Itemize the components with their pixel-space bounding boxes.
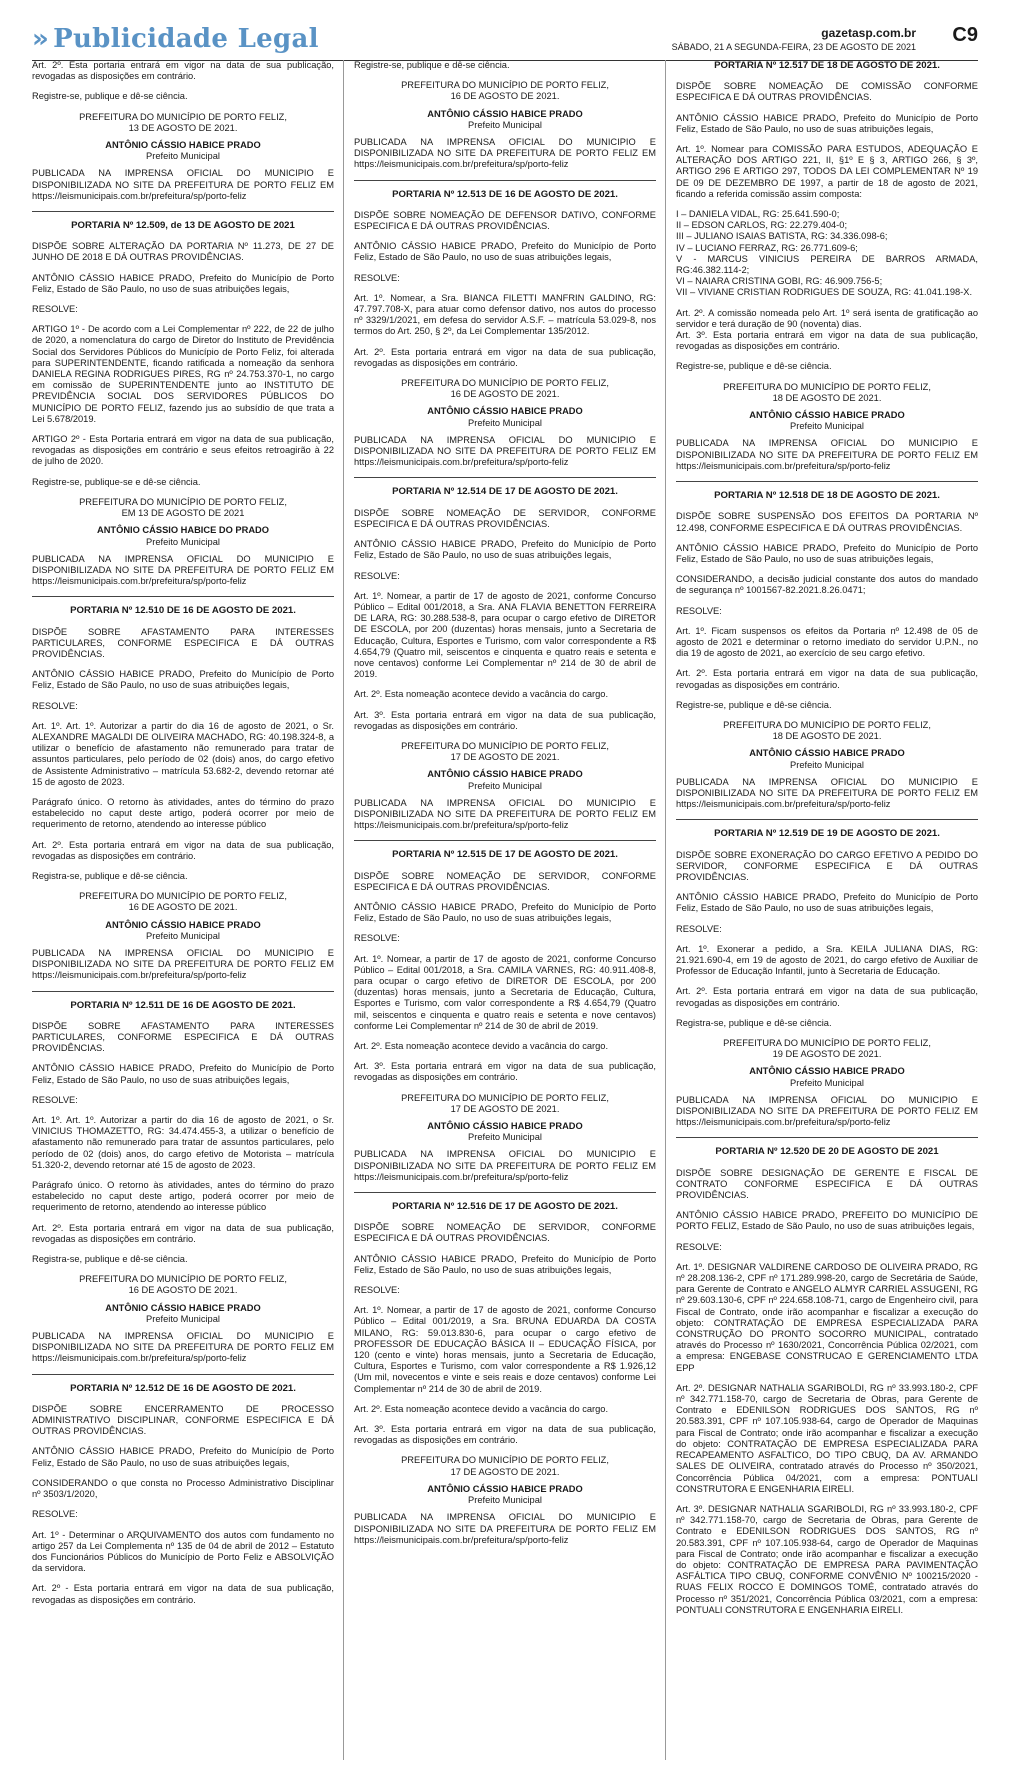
signatory-name: ANTÔNIO CÁSSIO HABICE PRADO xyxy=(105,919,261,930)
portaria-title: PORTARIA Nº 12.509, de 13 DE AGOSTO DE 2021 xyxy=(71,220,295,232)
register-line: Registra-se, publique e dê-se ciência. xyxy=(32,870,188,881)
publication-note: PUBLICADA NA IMPRENSA OFICIAL DO MUNICIPIO E DISPONIBILIZADA NO SITE DA PREFEITURA DE PORTO FELIZ EM https://leismunicipais.com.br/prefeitura/sp/porto-feliz xyxy=(676,1094,978,1128)
article-text: Art. 1º. Nomear, a partir de 17 de agosto de 2021, conforme Concurso Público – Edital 001/2018, a Sra. CAMILA VARNES, RG: 40.911.408-8, para ocupar o cargo efetivo de DIRETOR DE ESCOLA, por 200 (duzentas) horas mensais, junto a Secretaria de Educação, Cultura, Esportes e Turismo, com valor correspondente a R$ 4.654,79 (Quatro mil, seiscentos e cinquenta e quatro reais e setenta e nove centavos) conforme Lei Complementar nº 214 de 30 de abril de 2019. xyxy=(354,953,656,1031)
signatory-role: Prefeito Municipal xyxy=(790,1077,864,1088)
list-item: I – DANIELA VIDAL, RG: 25.641.590-0; xyxy=(676,209,840,220)
signatory-name: ANTÔNIO CÁSSIO HABICE PRADO xyxy=(427,769,583,780)
section-title xyxy=(32,24,319,54)
portaria-intro: ANTÔNIO CÁSSIO HABICE PRADO, Prefeito do Município de Porto Feliz, Estado de São Paulo, no uso de suas atribuições legais, xyxy=(676,892,978,914)
column-divider xyxy=(665,60,666,1760)
article-text: Art. 1º. Exonerar a pedido, a Sra. KEILA JULIANA DIAS, RG: 21.921.690-4, em 19 de agosto de 2021, do cargo efetivo de Auxiliar de Professor de Educação Infantil, junto à Secretaria de Educação. xyxy=(676,943,978,977)
section-rule xyxy=(676,819,978,820)
signatory-name: ANTÔNIO CÁSSIO HABICE PRADO xyxy=(427,1483,583,1494)
resolve-label: RESOLVE: xyxy=(676,1241,722,1252)
portaria-title: PORTARIA Nº 12.517 DE 18 DE AGOSTO DE 2021. xyxy=(714,60,940,71)
portaria-title: PORTARIA Nº 12.520 DE 20 DE AGOSTO DE 2021 xyxy=(715,1146,939,1158)
signatory-role: Prefeito Municipal xyxy=(468,417,542,428)
page-header xyxy=(32,24,978,61)
section-rule xyxy=(32,596,334,597)
portaria-title: PORTARIA Nº 12.519 DE 19 DE AGOSTO DE 2021. xyxy=(714,828,940,840)
list-item: II – EDSON CARLOS, RG: 22.279.404-0; xyxy=(676,220,848,231)
portaria-intro: ANTÔNIO CÁSSIO HABICE PRADO, Prefeito do Município de Porto Feliz, Estado de São Paulo, no uso de suas atribuições legais, xyxy=(354,241,656,263)
article-text: Art. 3º. Esta portaria entrará em vigor na data de sua publicação, revogadas as disposições em contrário. xyxy=(354,709,656,731)
list-item: III – JULIANO ISAIAS BATISTA, RG: 34.336.098-6; xyxy=(676,231,888,242)
portaria-intro: ANTÔNIO CÁSSIO HABICE PRADO, Prefeito do Município de Porto Feliz, Estado de São Paulo, no uso de suas atribuições legais, xyxy=(32,1063,334,1085)
publication-note: PUBLICADA NA IMPRENSA OFICIAL DO MUNICIPIO E DISPONIBILIZADA NO SITE DA PREFEITURA DE PORTO FELIZ EM https://leismunicipais.com.br/prefeitura/sp/porto-feliz xyxy=(32,947,334,981)
prefeitura-line: PREFEITURA DO MUNICÍPIO DE PORTO FELIZ, 17 DE AGOSTO DE 2021. xyxy=(401,1455,609,1477)
portaria-title: PORTARIA Nº 12.516 DE 17 DE AGOSTO DE 2021. xyxy=(392,1201,618,1213)
section-name: Publicidade Legal xyxy=(53,24,319,54)
portaria-intro: ANTÔNIO CÁSSIO HABICE PRADO, Prefeito do Município de Porto Feliz, Estado de São Paulo, no uso de suas atribuições legais, xyxy=(354,1253,656,1275)
portaria-summary: DISPÕE SOBRE NOMEAÇÃO DE SERVIDOR, CONFORME ESPECIFICA E DÁ OUTRAS PROVIDÊNCIAS. xyxy=(354,507,656,529)
column-divider xyxy=(343,60,344,1760)
article-text: Art. 2º. Esta nomeação acontece devido a vacância do cargo. xyxy=(354,1403,609,1414)
publication-note: PUBLICADA NA IMPRENSA OFICIAL DO MUNICIPIO E DISPONIBILIZADA NO SITE DA PREFEITURA DE PORTO FELIZ EM https://leismunicipais.com.br/prefeitura/sp/porto-feliz xyxy=(32,1331,334,1364)
register-line: Registre-se, publique e dê-se ciência. xyxy=(676,361,832,372)
column-1 xyxy=(32,60,334,1615)
signatory-name: ANTÔNIO CÁSSIO HABICE PRADO xyxy=(105,140,261,151)
portaria-title: PORTARIA Nº 12.510 DE 16 DE AGOSTO DE 2021. xyxy=(70,605,296,617)
resolve-label: RESOLVE: xyxy=(32,1094,78,1105)
article-text: Art. 2º. DESIGNAR NATHALIA SGARIBOLDI, RG nº 33.993.180-2, CPF nº 342.771.158-70, cargo de Secretaria de Obras, para Gerente de Contrato e EDENILSON RODRIGUES DOS SANTOS, RG nº 20.583.391, CPF nº 107.105.938-64, cargo de Operador de Maquinas para Fiscal de Contrato; onde irão acompanhar e fiscalizar a execução do objeto: CONTRATAÇÃO DE EMPRESA ESPECIALIZADA PARA RECAPEAMENTO ASFALTICO, DO TIPO CBUQ, DA AV. ARMANDO SALES DE OLIVEIRA, contratado através do Processo nº 350/2021, Concorrência Pública 04/2021, com a empresa: PONTUALI CONSTRUTORA E ENGENHARIA EIRELI. xyxy=(676,1382,978,1494)
portaria-intro: ANTÔNIO CÁSSIO HABICE PRADO, Prefeito do Município de Porto Feliz, Estado de São Paulo, no uso de suas atribuições legais, xyxy=(354,901,656,924)
article-text: Art. 1º. Nomear, a partir de 17 de agosto de 2021, conforme Concurso Público – Edital 001/2018, a Sra. ANA FLAVIA BENETTON FERREIRA DE LARA, RG: 30.288.538-8, para ocupar o cargo efetivo de DIRETOR DE ESCOLA, por 200 (duzentas) horas mensais, junto a Secretaria de Educação, Cultura, Esportes e Turismo, com valor correspondente a R$ 4.654,79 (Quatro mil, seiscentos e cinquenta e quatro reais e setenta e nove centavos) conforme Lei Complementar nº 214 de 30 de abril de 2019. xyxy=(354,590,656,680)
publication-note: PUBLICADA NA IMPRENSA OFICIAL DO MUNICIPIO E DISPONIBILIZADA NO SITE DA PREFEITURA DE PORTO FELIZ EM https://leismunicipais.com.br/prefeitura/sp/porto-feliz xyxy=(676,776,978,810)
resolve-label: RESOLVE: xyxy=(32,1509,78,1520)
page-number: C9 xyxy=(952,24,978,46)
article-text: Art. 2º. Esta portaria entrará em vigor na data de sua publicação, revogadas as disposições em contrário. xyxy=(676,668,978,690)
article-text: Art. 3º. DESIGNAR NATHALIA SGARIBOLDI, RG nº 33.993.180-2, CPF nº 342.771.158-70, cargo de Secretaria de Obras, para Gerente de Contrato e EDENILSON RODRIGUES DOS SANTOS, RG nº 20.583.391, CPF nº 107.105.938-64, cargo de Operador de Maquinas para Fiscal de Contrato; onde irão acompanhar e fiscalizar a execução do objeto: CONTRATAÇÃO DE EMPRESA PARA PAVIMENTAÇÃO ASFÁLTICA TIPO CBUQ, CONFORME CONVÊNIO Nº 100215/2020 - RUAS FELIX ROCCO E DOMINGOS TOMÉ, contratado através do Processo nº 351/2021, Concorrência Pública 03/2021, com a empresa: PONTUALI CONSTRUTORA E ENGENHARIA EIRELI. xyxy=(676,1503,978,1615)
section-rule xyxy=(676,481,978,482)
list-item: IV – LUCIANO FERRAZ, RG: 26.771.609-6; xyxy=(676,242,858,253)
article-text: Art. 1º. Nomear, a partir de 17 de agosto de 2021, conforme Concurso Público – Edital 001/2019, a Sra. BRUNA EDUARDA DA COSTA MILANO, RG: 59.013.830-6, para ocupar o cargo efetivo de PROFESSOR DE EDUCAÇÃO BÁSICA II – EDUCAÇÃO FÍSICA, por 120 (cento e vinte) horas mensais, junto a Secretaria de Educação, Cultura, Esportes e Turismo, com valor correspondente a R$ 1.926,12 (Um mil, novecentos e vinte e seis reais e doze centavos) conforme Lei Complementar nº 214 de 30 de abril de 2019. xyxy=(354,1305,656,1394)
article-text: ARTIGO 1º - De acordo com a Lei Complementar nº 222, de 22 de julho de 2020, a nomenclatura do cargo de Diretor do Instituto de Previdência Social dos Servidores Públicos do Município de Porto Feliz, foi alterada para SUPERINTENDENTE, ficando ratificada a nomeação da senhora DANIELA REGINA RODRIGUES PIRES, RG nº 24.753.370-1, no cargo em comissão de SUPERINTENDENTE junto ao INSTITUTO DE PREVIDÊNCIA SOCIAL DOS SERVIDORES PÚBLICOS DO MUNICÍPIO DE PORTO FELIZ, fazendo jus ao subsídio de que trata a Lei 5.678/2019. xyxy=(32,324,334,424)
portaria-summary: DISPÕE SOBRE ENCERRAMENTO DE PROCESSO ADMINISTRATIVO DISCIPLINAR, CONFORME ESPECIFICA E DÁ OUTRAS PROVIDÊNCIAS. xyxy=(32,1403,334,1437)
signatory-name: ANTÔNIO CÁSSIO HABICE PRADO xyxy=(427,1121,583,1132)
column-3 xyxy=(676,60,978,1625)
resolve-label: RESOLVE: xyxy=(32,304,78,315)
resolve-label: RESOLVE: xyxy=(354,1285,400,1296)
resolve-label: RESOLVE: xyxy=(354,933,400,944)
portaria-title: PORTARIA Nº 12.518 DE 18 DE AGOSTO DE 2021. xyxy=(714,490,940,502)
section-rule xyxy=(354,477,656,478)
portaria-summary: DISPÕE SOBRE NOMEAÇÃO DE SERVIDOR, CONFORME ESPECIFICA E DÁ OUTRAS PROVIDÊNCIAS. xyxy=(354,870,656,892)
portaria-intro: ANTÔNIO CÁSSIO HABICE PRADO, Prefeito do Município de Porto Feliz, Estado de São Paulo, no uso de suas atribuições legais, xyxy=(32,669,334,691)
signatory-role: Prefeito Municipal xyxy=(468,119,542,130)
column-2 xyxy=(354,60,656,1555)
register-line: Registra-se, publique e dê-se ciência. xyxy=(32,1254,188,1265)
signatory-name: ANTÔNIO CÁSSIO HABICE DO PRADO xyxy=(96,525,269,536)
section-rule xyxy=(354,180,656,181)
register-line: Registra-se, publique e dê-se ciência. xyxy=(676,1017,832,1028)
article-text: Art. 3º. Esta portaria entrará em vigor na data de sua publicação, revogadas as disposições em contrário. xyxy=(354,1424,656,1446)
portaria-title: PORTARIA Nº 12.515 DE 17 DE AGOSTO DE 2021. xyxy=(392,849,618,861)
portaria-summary: DISPÕE SOBRE NOMEAÇÃO DE SERVIDOR, CONFORME ESPECIFICA E DÁ OUTRAS PROVIDÊNCIAS. xyxy=(354,1222,656,1244)
section-rule xyxy=(676,1137,978,1138)
prefeitura-line: PREFEITURA DO MUNICÍPIO DE PORTO FELIZ, 13 DE AGOSTO DE 2021. xyxy=(79,111,287,133)
portaria-summary: DISPÕE SOBRE ALTERAÇÃO DA PORTARIA Nº 11.273, DE 27 DE JUNHO DE 2018 E DÁ OUTRAS PROVIDÊNCIAS. xyxy=(32,241,334,263)
considerando-text: CONSIDERANDO, a decisão judicial constante dos autos do mandado de segurança nº 1001567-82.2021.8.26.0471; xyxy=(676,574,978,596)
signatory-role: Prefeito Municipal xyxy=(146,1313,220,1324)
signatory-name: ANTÔNIO CÁSSIO HABICE PRADO xyxy=(105,1302,261,1313)
prefeitura-line: PREFEITURA DO MUNICÍPIO DE PORTO FELIZ, 17 DE AGOSTO DE 2021. xyxy=(401,1092,609,1114)
prefeitura-line: PREFEITURA DO MUNICÍPIO DE PORTO FELIZ, 17 DE AGOSTO DE 2021. xyxy=(401,740,609,763)
article-text: Art. 3º. Esta portaria entrará em vigor na data de sua publicação, revogadas as disposições em contrário. xyxy=(354,1061,656,1083)
prefeitura-line: PREFEITURA DO MUNICÍPIO DE PORTO FELIZ, 16 DE AGOSTO DE 2021. xyxy=(401,80,609,102)
section-rule xyxy=(354,840,656,841)
publication-note: PUBLICADA NA IMPRENSA OFICIAL DO MUNICIPIO E DISPONIBILIZADA NO SITE DA PREFEITURA DE PORTO FELIZ EM https://leismunicipais.com.br/prefeitura/sp/porto-feliz xyxy=(676,438,978,471)
signatory-role: Prefeito Municipal xyxy=(790,759,864,770)
publication-note: PUBLICADA NA IMPRENSA OFICIAL DO MUNICIPIO E DISPONIBILIZADA NO SITE DA PREFEITURA DE PORTO FELIZ EM https://leismunicipais.com.br/prefeitura/sp/porto-feliz xyxy=(354,1512,656,1545)
portaria-summary: DISPÕE SOBRE NOMEAÇÃO DE COMISSÃO CONFORME ESPECIFICA E DÁ OUTRAS PROVIDÊNCIAS. xyxy=(676,81,978,103)
prefeitura-line: PREFEITURA DO MUNICÍPIO DE PORTO FELIZ, EM 13 DE AGOSTO DE 2021 xyxy=(79,496,287,519)
portaria-summary: DISPÕE SOBRE AFASTAMENTO PARA INTERESSES PARTICULARES, CONFORME ESPECIFICA E DÁ OUTRAS PROVIDÊNCIAS. xyxy=(32,626,334,659)
portaria-intro: ANTÔNIO CÁSSIO HABICE PRADO, PREFEITO DO MUNICÍPIO DE PORTO FELIZ, Estado de São Paulo, no uso de suas atribuições legais, xyxy=(676,1210,978,1232)
signatory-name: ANTÔNIO CÁSSIO HABICE PRADO xyxy=(427,108,583,119)
portaria-title: PORTARIA Nº 12.514 DE 17 DE AGOSTO DE 2021. xyxy=(392,486,618,498)
article-text: Art. 2º. Esta portaria entrará em vigor na data de sua publicação, revogadas as disposições em contrário. xyxy=(32,60,334,82)
site-url: gazetasp.com.br xyxy=(821,26,916,40)
article-text: ARTIGO 2º - Esta Portaria entrará em vigor na data de sua publicação, revogadas as disposições em contrário e seus efeitos retroagirão à 22 de julho de 2020. xyxy=(32,434,334,467)
portaria-summary: DISPÕE SOBRE DESIGNAÇÃO DE GERENTE E FISCAL DE CONTRATO CONFORME ESPECIFICA E DÁ OUTRAS PROVIDÊNCIAS. xyxy=(676,1167,978,1201)
signatory-role: Prefeito Municipal xyxy=(790,421,864,432)
prefeitura-line: PREFEITURA DO MUNICÍPIO DE PORTO FELIZ, 16 DE AGOSTO DE 2021. xyxy=(401,378,609,400)
article-text: Art. 1º. DESIGNAR VALDIRENE CARDOSO DE OLIVEIRA PRADO, RG nº 28.208.136-2, CPF nº 171.289.998-20, cargo de Secretária de Saúde, para Gerente de Contrato e ANGELO ALMYR CARRIEL ASSUGENI, RG nº 29.603.130-6, CPF nº 224.658.108-71, cargo de Engenheiro civil, para Fiscal de Contrato, onde irão acompanhar e fiscalizar a execução do objeto: CONTRATAÇÃO DE EMPRESA ESPECIALIZADA PARA CONSTRUÇÃO DO PRONTO SOCORRO MUNICIPAL, contratado através do Processo nº 1630/2021, Concorrência Pública 02/2021, com a empresa: ENGEBASE CONSTRUCAO E GERENCIAMENTO LTDA EPP xyxy=(676,1261,978,1373)
commission-members xyxy=(676,209,978,299)
article-text: Art. 2º. Esta portaria entrará em vigor na data de sua publicação, revogadas as disposições em contrário. xyxy=(32,1222,334,1244)
publication-note: PUBLICADA NA IMPRENSA OFICIAL DO MUNICIPIO E DISPONIBILIZADA NO SITE DA PREFEITURA DE PORTO FELIZ EM https://leismunicipais.com.br/prefeitura/sp/porto-feliz xyxy=(354,137,656,170)
signatory-name: ANTÔNIO CÁSSIO HABICE PRADO xyxy=(749,748,905,759)
article-text: Art. 2º. Esta nomeação acontece devido a vacância do cargo. xyxy=(354,689,609,700)
resolve-label: RESOLVE: xyxy=(354,570,400,581)
article-text: Parágrafo único. O retorno às atividades, antes do término do prazo estabelecido no caput deste artigo, poderá ocorrer por meio de requerimento de retorno, atendendo ao interesse público xyxy=(32,796,334,830)
prefeitura-line: PREFEITURA DO MUNICÍPIO DE PORTO FELIZ, 16 DE AGOSTO DE 2021. xyxy=(79,1274,287,1296)
portaria-title: PORTARIA Nº 12.513 DE 16 DE AGOSTO DE 2021. xyxy=(392,188,618,200)
signatory-role: Prefeito Municipal xyxy=(468,1132,542,1143)
article-text: Art. 1º. Nomear, a Sra. BIANCA FILETTI MANFRIN GALDINO, RG: 47.797.708-X, para atuar como defensor dativo, nos autos do processo nº 3329/1/2021, em defesa do servidor A.S.F. – matrícula 53.029-8, nos termos do Art. 250, § 2º, da Lei Complementar 135/2012. xyxy=(354,292,656,337)
register-line: Registre-se, publique e dê-se ciência. xyxy=(354,60,510,70)
section-rule xyxy=(32,1374,334,1375)
signatory-name: ANTÔNIO CÁSSIO HABICE PRADO xyxy=(749,1066,905,1077)
publication-note: PUBLICADA NA IMPRENSA OFICIAL DO MUNICIPIO E DISPONIBILIZADA NO SITE DA PREFEITURA DE PORTO FELIZ EM https://leismunicipais.com.br/prefeitura/sp/porto-feliz xyxy=(32,553,334,587)
portaria-intro: ANTÔNIO CÁSSIO HABICE PRADO, Prefeito do Município de Porto Feliz, Estado de São Paulo, no uso de suas atribuições legais, xyxy=(32,1446,334,1468)
article-text: Art. 3º. Esta portaria entrará em vigor na data de sua publicação, revogadas as disposições em contrário. xyxy=(676,330,978,352)
article-text: Art. 1º. Nomear para COMISSÃO PARA ESTUDOS, ADEQUAÇÃO E ALTERAÇÃO DOS ARTIGO 221, II, §1º E § 3, ARTIGO 266, § 3º, ARTIGO 296 E ARTIGO 297, TODOS DA LEI COMPLEMENTAR Nº 19 DE 09 DE DEZEMBRO DE 1997, a partir de 18 de agosto de 2021, ficando a referida comissão assim composta: xyxy=(676,144,978,199)
resolve-label: RESOLVE: xyxy=(32,700,78,711)
signatory-name: ANTÔNIO CÁSSIO HABICE PRADO xyxy=(427,406,583,417)
signatory-role: Prefeito Municipal xyxy=(146,930,220,941)
article-text: Art. 1º. Art. 1º. Autorizar a partir do dia 16 de agosto de 2021, o Sr. ALEXANDRE MAGALDI DE OLIVEIRA MACHADO, RG: 40.198.324-8, a utilizar o benefício de afastamento não remunerado para tratar de assuntos particulares, pelo período de 02 (dois) anos, do cargo efetivo de Assistente Administrativo – matrícula 53.682-2, devendo retornar até 15 de agosto de 2023. xyxy=(32,720,334,787)
portaria-summary: DISPÕE SOBRE EXONERAÇÃO DO CARGO EFETIVO A PEDIDO DO SERVIDOR, CONFORME ESPECIFICA E DÁ OUTRAS PROVIDÊNCIAS. xyxy=(676,849,978,882)
article-text: Art. 2º - Esta portaria entrará em vigor na data de sua publicação, revogadas as disposições em contrário. xyxy=(32,1583,334,1605)
portaria-intro: ANTÔNIO CÁSSIO HABICE PRADO, Prefeito do Município de Porto Feliz, Estado de São Paulo, no uso de suas atribuições legais, xyxy=(676,112,978,134)
resolve-label: RESOLVE: xyxy=(354,272,400,283)
article-text: Art. 1º - Determinar o ARQUIVAMENTO dos autos com fundamento no artigo 257 da Lei Complementa nº 135 de 04 de abril de 2012 – Estatuto dos Funcionários Públicos do Município de Porto Feliz e ABSOLVIÇÃO da servidora. xyxy=(32,1529,334,1574)
resolve-label: RESOLVE: xyxy=(676,923,722,934)
article-text: Art. 2º. Esta nomeação acontece devido a vacância do cargo. xyxy=(354,1041,609,1051)
prefeitura-line: PREFEITURA DO MUNICÍPIO DE PORTO FELIZ, 19 DE AGOSTO DE 2021. xyxy=(723,1038,931,1060)
publication-note: PUBLICADA NA IMPRENSA OFICIAL DO MUNICIPIO E DISPONIBILIZADA NO SITE DA PREFEITURA DE PORTO FELIZ EM https://leismunicipais.com.br/prefeitura/sp/porto-feliz xyxy=(32,168,334,201)
portaria-intro: ANTÔNIO CÁSSIO HABICE PRADO, Prefeito do Município de Porto Feliz, Estado de São Paulo, no uso de suas atribuições legais, xyxy=(676,542,978,564)
section-rule xyxy=(354,1192,656,1193)
signatory-name: ANTÔNIO CÁSSIO HABICE PRADO xyxy=(749,410,905,421)
section-rule xyxy=(32,211,334,212)
double-chevron-icon: » xyxy=(32,24,50,54)
list-item: VII – VIVIANE CRISTIAN RODRIGUES DE SOUZA, RG: 41.041.198-X. xyxy=(676,287,973,298)
portaria-summary: DISPÕE SOBRE NOMEAÇÃO DE DEFENSOR DATIVO, CONFORME ESPECIFICA E DÁ OUTRAS PROVIDÊNCIAS. xyxy=(354,209,656,232)
prefeitura-line: PREFEITURA DO MUNICÍPIO DE PORTO FELIZ, 18 DE AGOSTO DE 2021. xyxy=(723,381,931,403)
prefeitura-line: PREFEITURA DO MUNICÍPIO DE PORTO FELIZ, 18 DE AGOSTO DE 2021. xyxy=(723,719,931,742)
portaria-summary: DISPÕE SOBRE SUSPENSÃO DOS EFEITOS DA PORTARIA Nº 12.498, CONFORME ESPECIFICA E DÁ OUTRAS PROVIDÊNCIAS. xyxy=(676,511,978,533)
publication-note: PUBLICADA NA IMPRENSA OFICIAL DO MUNICIPIO E DISPONIBILIZADA NO SITE DA PREFEITURA DE PORTO FELIZ EM https://leismunicipais.com.br/prefeitura/sp/porto-feliz xyxy=(354,797,656,831)
resolve-label: RESOLVE: xyxy=(676,605,722,616)
portaria-title: PORTARIA Nº 12.511 DE 16 DE AGOSTO DE 2021. xyxy=(70,999,296,1011)
prefeitura-line: PREFEITURA DO MUNICÍPIO DE PORTO FELIZ, 16 DE AGOSTO DE 2021. xyxy=(79,891,287,913)
portaria-title: PORTARIA Nº 12.512 DE 16 DE AGOSTO DE 2021. xyxy=(70,1382,296,1394)
article-text: Art. 1º. Art. 1º. Autorizar a partir do dia 16 de agosto de 2021, o Sr. VINICIUS THOMAZETTO, RG: 34.474.455-3, a utilizar o benefício de afastamento não remunerado para tratar de assuntos particulares, pelo período de 02 (dois) anos, do cargo efetivo de Motorista – matrícula 51.320-2, devendo retornar até 15 de agosto de 2023. xyxy=(32,1115,334,1170)
article-text: Art. 2º. Esta portaria entrará em vigor na data de sua publicação, revogadas as disposições em contrário. xyxy=(676,986,978,1008)
signatory-role: Prefeito Municipal xyxy=(468,1495,542,1506)
signatory-role: Prefeito Municipal xyxy=(146,151,220,162)
section-rule xyxy=(32,991,334,992)
article-text: Art. 2º. Esta portaria entrará em vigor na data de sua publicação, revogadas as disposições em contrário. xyxy=(32,839,334,861)
portaria-intro: ANTÔNIO CÁSSIO HABICE PRADO, Prefeito do Município de Porto Feliz, Estado de São Paulo, no uso de suas atribuições legais, xyxy=(32,272,334,294)
article-text: Art. 2º. Esta portaria entrará em vigor na data de sua publicação, revogadas as disposições em contrário. xyxy=(354,346,656,368)
considerando-text: CONSIDERANDO o que consta no Processo Administrativo Disciplinar nº 3503/1/2020, xyxy=(32,1477,334,1500)
register-line: Registre-se, publique-se e dê-se ciência. xyxy=(32,476,201,487)
article-text: Art. 2º. A comissão nomeada pelo Art. 1º será isenta de gratificação ao servidor e terá duração de 90 (noventa) dias. xyxy=(676,307,978,329)
signatory-role: Prefeito Municipal xyxy=(468,780,542,791)
article-text: Art. 1º. Ficam suspensos os efeitos da Portaria nº 12.498 de 05 de agosto de 2021 e determinar o retorno imediato do servidor U.P.N., no dia 19 de agosto de 2021, ao exercício de seu cargo efetivo. xyxy=(676,625,978,659)
register-line: Registre-se, publique e dê-se ciência. xyxy=(32,91,188,102)
list-item: VI – NAIARA CRISTINA GOBI, RG: 46.909.756-5; xyxy=(676,276,883,287)
register-line: Registre-se, publique e dê-se ciência. xyxy=(676,699,832,710)
portaria-intro: ANTÔNIO CÁSSIO HABICE PRADO, Prefeito do Município de Porto Feliz, Estado de São Paulo, no uso de suas atribuições legais, xyxy=(354,539,656,561)
publication-note: PUBLICADA NA IMPRENSA OFICIAL DO MUNICIPIO E DISPONIBILIZADA NO SITE DA PREFEITURA DE PORTO FELIZ EM https://leismunicipais.com.br/prefeitura/sp/porto-feliz xyxy=(354,434,656,468)
signatory-role: Prefeito Municipal xyxy=(146,536,220,547)
publication-note: PUBLICADA NA IMPRENSA OFICIAL DO MUNICIPIO E DISPONIBILIZADA NO SITE DA PREFEITURA DE PORTO FELIZ EM https://leismunicipais.com.br/prefeitura/sp/porto-feliz xyxy=(354,1149,656,1182)
issue-date: SÁBADO, 21 A SEGUNDA-FEIRA, 23 DE AGOSTO DE 2021 xyxy=(671,42,916,52)
list-item: V - MARCUS VINICIUS PEREIRA DE BARROS ARMADA, RG:46.382.114-2; xyxy=(676,253,978,276)
article-text: Parágrafo único. O retorno às atividades, antes do término do prazo estabelecido no caput deste artigo, poderá ocorrer por meio de requerimento de retorno, atendendo ao interesse público xyxy=(32,1180,334,1213)
portaria-summary: DISPÕE SOBRE AFASTAMENTO PARA INTERESSES PARTICULARES, CONFORME ESPECIFICA E DÁ OUTRAS PROVIDÊNCIAS. xyxy=(32,1020,334,1054)
